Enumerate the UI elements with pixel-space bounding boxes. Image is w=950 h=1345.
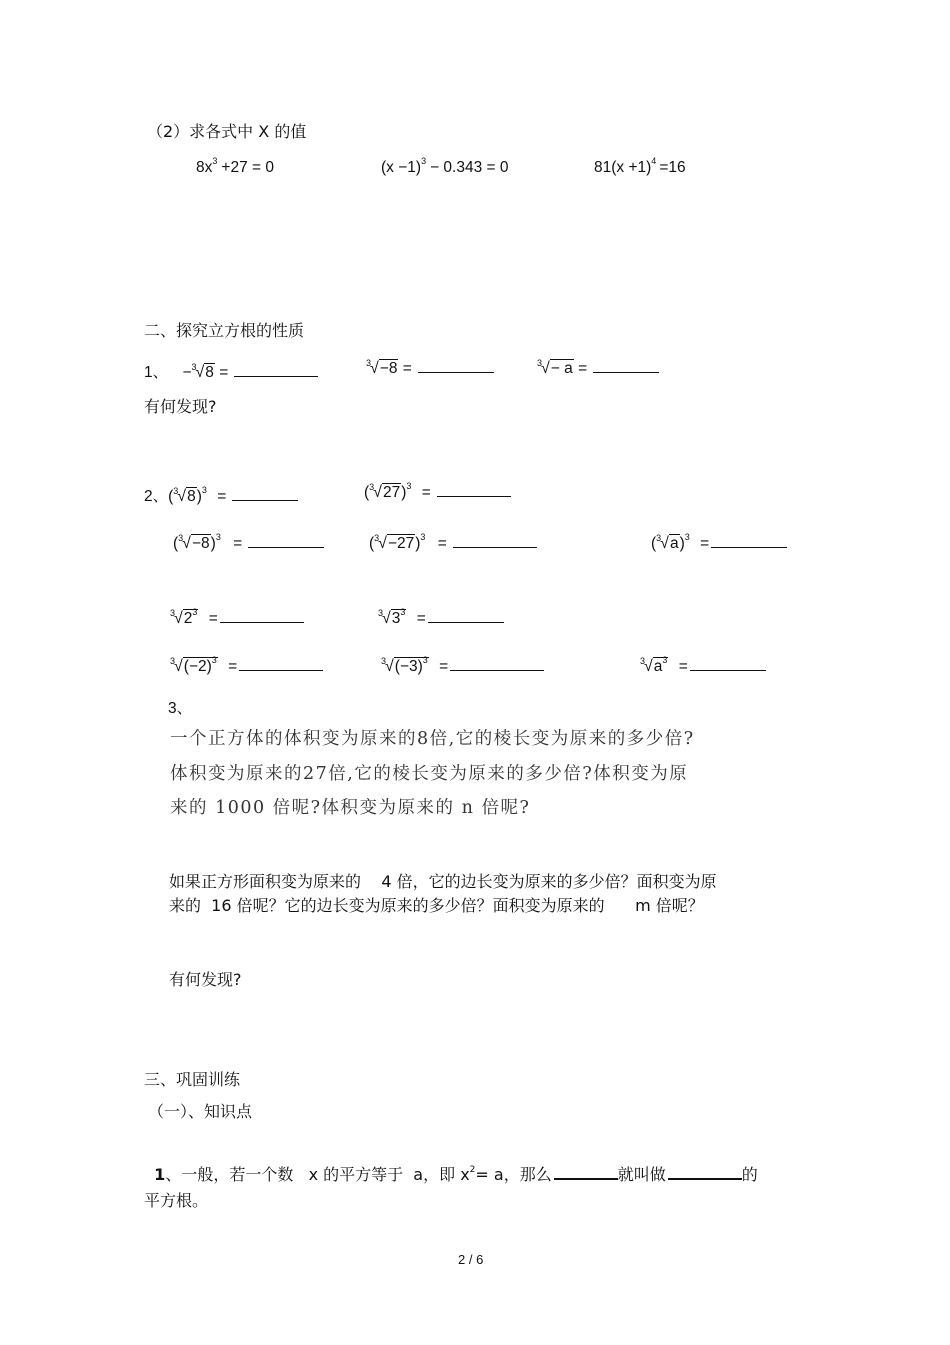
- q2-expr-8: 3 $√(-2)^3$ =: [170, 658, 323, 676]
- scanned-text-line-3: 来的 1000 倍呢?体积变为原来的 n 倍呢?: [170, 798, 531, 818]
- q2-expr-7: 3 $√3^3$ =: [378, 610, 504, 628]
- discover-question-1: 有何发现?: [144, 397, 217, 416]
- knowledge-item-1: 1、一般，若一个数 x 的平方等于 a，即 $x^2= a$，那么 就叫做 的: [154, 1165, 758, 1184]
- q2-expr-4: ( 3 √−27)$^3$ =: [369, 535, 537, 553]
- q1-expr-1: 1、 − 3 √8 =: [144, 360, 318, 382]
- equation-1: $8x^3 +27 = 0$: [196, 156, 274, 176]
- q1-expr-3: 3 √− a =: [537, 360, 659, 378]
- scanned-text-line-2: 体积变为原来的27倍,它的棱长变为原来的多少倍?体积变为原: [170, 764, 689, 784]
- q1-expr-2: 3 √−8 =: [366, 360, 494, 378]
- q2-expr-6: 3 $√2^3$ =: [170, 610, 304, 628]
- part2-heading: （2）求各式中 X 的值: [147, 122, 307, 141]
- answer-blank[interactable]: [668, 1166, 742, 1180]
- discover-question-2: 有何发现?: [169, 970, 242, 989]
- answer-blank[interactable]: [711, 535, 787, 548]
- q3-number: 3、: [168, 700, 193, 717]
- scanned-text-line-1: 一个正方体的体积变为原来的8倍,它的棱长变为原来的多少倍?: [170, 729, 695, 749]
- q2-expr-3: ( 3 √−8)$^3$ =: [173, 535, 324, 553]
- answer-blank[interactable]: [593, 360, 659, 373]
- answer-blank[interactable]: [232, 488, 298, 501]
- section2-heading: 二、探究立方根的性质: [144, 321, 305, 340]
- page-number: 2 / 6: [458, 1252, 484, 1267]
- q2-expr-9: 3 $√(-3)^3$ =: [381, 658, 544, 676]
- answer-blank[interactable]: [450, 658, 544, 671]
- answer-blank[interactable]: [690, 658, 766, 671]
- answer-blank[interactable]: [220, 610, 304, 623]
- answer-blank[interactable]: [418, 360, 494, 373]
- answer-blank[interactable]: [239, 658, 323, 671]
- answer-blank[interactable]: [234, 364, 318, 377]
- q2-expr-5: ( 3 √a)$^3$ =: [651, 535, 787, 553]
- knowledge-item-1-continued: 平方根。: [144, 1191, 209, 1210]
- answer-blank[interactable]: [453, 535, 537, 548]
- answer-blank[interactable]: [248, 535, 324, 548]
- q2-expr-1: 2、( 3 √8)$^3$ =: [144, 484, 298, 506]
- paragraph-line-1: 如果正方形面积变为原来的 4 倍，它的边长变为原来的多少倍？面积变为原: [169, 872, 717, 891]
- equation-2: $(x -1)^3 - 0.343 = 0$: [381, 156, 509, 176]
- answer-blank[interactable]: [437, 484, 511, 497]
- answer-blank[interactable]: [554, 1166, 618, 1180]
- paragraph-line-2: 来的 16 倍呢？它的边长变为原来的多少倍？面积变为原来的 m 倍呢？: [169, 896, 704, 915]
- section3-heading: 三、巩固训练: [144, 1070, 241, 1089]
- q2-expr-10: 3 $√a^3$ =: [640, 658, 766, 676]
- equation-3: $81(x +1)^4 =16$: [594, 156, 686, 176]
- section3-subheading: （一）、知识点: [148, 1102, 253, 1121]
- answer-blank[interactable]: [428, 610, 504, 623]
- q2-expr-2: ( 3 √27)$^3$ =: [364, 484, 511, 502]
